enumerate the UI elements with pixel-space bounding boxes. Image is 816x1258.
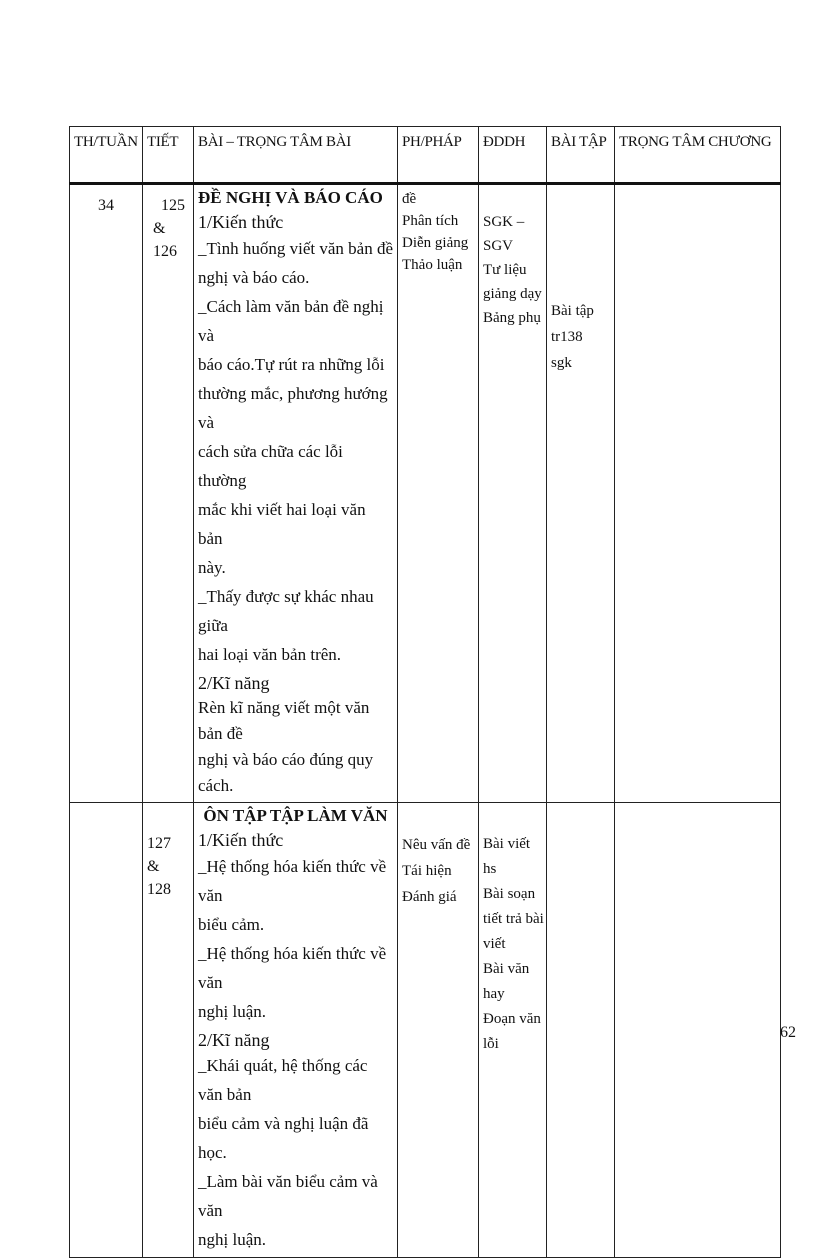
period-end: 126 xyxy=(153,243,177,260)
lesson-title: ĐỀ NGHỊ VÀ BÁO CÁO xyxy=(198,188,383,207)
method-item: Phân tích xyxy=(402,213,459,229)
knowledge-heading: 1/Kiến thức xyxy=(198,212,284,233)
method-item: Nêu vấn đề xyxy=(402,836,471,853)
header-materials: ĐDDH xyxy=(479,127,547,184)
period-amp: & xyxy=(153,220,166,237)
knowledge-line: _Tình huống viết văn bản đề xyxy=(198,238,393,258)
method-cell xyxy=(398,184,479,803)
table-header-row xyxy=(70,127,781,184)
knowledge-heading: 1/Kiến thức xyxy=(198,829,284,850)
materials-cell xyxy=(479,184,547,803)
period-amp: & xyxy=(147,857,160,875)
material-item: Bài soạn xyxy=(483,885,536,902)
knowledge-line: _Hệ thống hóa kiến thức về văn xyxy=(198,856,387,905)
week-cell xyxy=(70,802,143,1258)
knowledge-line: nghị và báo cáo. xyxy=(198,267,310,287)
exercise-item: Bài tập xyxy=(551,303,594,319)
header-lesson: BÀI – TRỌNG TÂM BÀI xyxy=(194,127,398,184)
knowledge-line: _Hệ thống hóa kiến thức về văn xyxy=(198,943,387,992)
method-item: đề xyxy=(402,191,417,207)
knowledge-line: biểu cảm. xyxy=(198,914,265,934)
lesson-title: ÔN TẬP TẬP LÀM VĂN xyxy=(203,805,388,825)
lesson-cell xyxy=(194,184,398,803)
header-period: TIẾT xyxy=(143,127,194,184)
period-start: 125 xyxy=(161,197,185,214)
method-item: Thảo luận xyxy=(402,257,463,273)
method-item: Tái hiện xyxy=(402,862,452,879)
skill-heading: 2/Kĩ năng xyxy=(198,672,270,693)
method-cell xyxy=(398,802,479,1258)
material-item: hs xyxy=(483,860,497,877)
skill-line: biểu cảm và nghị luận đã học. xyxy=(198,1114,369,1163)
period-start: 127 xyxy=(147,834,171,852)
knowledge-line: mắc khi viết hai loại văn bản xyxy=(198,499,366,548)
skill-line: nghị và báo cáo đúng quy cách. xyxy=(198,749,374,795)
table-row xyxy=(70,184,781,803)
material-item: lỗi xyxy=(483,1035,499,1052)
lesson-plan-table xyxy=(69,126,781,1258)
method-item: Đánh giá xyxy=(402,888,457,905)
week-number: 34 xyxy=(98,197,114,214)
skill-line: _Khái quát, hệ thống các văn bản xyxy=(198,1056,368,1105)
knowledge-line: hai loại văn bản trên. xyxy=(198,644,342,664)
material-item: Bài viết xyxy=(483,835,531,852)
header-exercises: BÀI TẬP xyxy=(547,127,615,184)
header-method: PH/PHÁP xyxy=(398,127,479,184)
exercise-item: sgk xyxy=(551,355,572,371)
method-item: Diễn giảng xyxy=(402,235,469,251)
skill-line: Rèn kĩ năng viết một văn bản đề xyxy=(198,697,370,743)
skill-line: nghị luận. xyxy=(198,1230,266,1250)
material-item: Tư liệu xyxy=(483,262,527,278)
knowledge-line: cách sửa chữa các lỗi thường xyxy=(198,441,343,490)
skill-heading: 2/Kĩ năng xyxy=(198,1029,270,1050)
exercise-cell xyxy=(547,802,615,1258)
knowledge-line: _Cách làm văn bản đề nghị và xyxy=(198,296,384,345)
material-item: hay xyxy=(483,985,505,1002)
lesson-cell xyxy=(194,802,398,1258)
material-item: giảng dạy xyxy=(483,286,542,302)
exercise-item: tr138 xyxy=(551,329,583,345)
table-row xyxy=(70,802,781,1258)
material-item: tiết trả bài xyxy=(483,910,544,927)
material-item: SGK – xyxy=(483,214,525,230)
header-chapter-focus: TRỌNG TÂM CHƯƠNG xyxy=(615,127,781,184)
knowledge-line: nghị luận. xyxy=(198,1001,266,1021)
knowledge-line: thường mắc, phương hướng và xyxy=(198,383,388,432)
week-cell xyxy=(70,184,143,803)
period-cell xyxy=(143,184,194,803)
header-week: TH/TUẦN xyxy=(70,127,143,184)
material-item: viết xyxy=(483,935,506,952)
chapter-focus-cell xyxy=(615,802,781,1258)
material-item: Bài văn xyxy=(483,960,530,977)
material-item: SGV xyxy=(483,238,514,254)
skill-line: _Làm bài văn biểu cảm và văn xyxy=(198,1172,378,1221)
material-item: Bảng phụ xyxy=(483,310,541,326)
materials-cell xyxy=(479,802,547,1258)
material-item: Đoạn văn xyxy=(483,1010,541,1027)
exercise-cell xyxy=(547,184,615,803)
chapter-focus-cell xyxy=(615,184,781,803)
period-cell xyxy=(143,802,194,1258)
knowledge-line: báo cáo.Tự rút ra những lỗi xyxy=(198,354,385,374)
knowledge-line: này. xyxy=(198,557,226,577)
knowledge-line: _Thấy được sự khác nhau giữa xyxy=(198,586,374,635)
period-end: 128 xyxy=(147,880,171,898)
page-number: 62 xyxy=(780,1024,796,1041)
